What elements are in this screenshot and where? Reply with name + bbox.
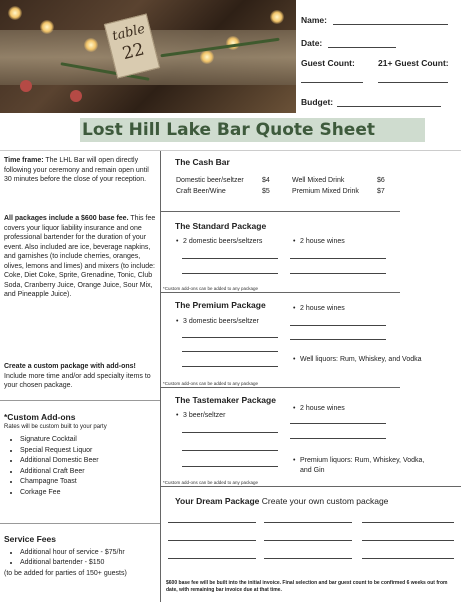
addons-list	[20, 435, 156, 497]
cash-item-label: Premium Mixed Drink	[292, 188, 359, 195]
addon-item: • Special Request Liquor	[20, 446, 156, 456]
cash-item-price: $4	[262, 177, 270, 184]
write-in-line[interactable]	[290, 438, 386, 439]
guest-21-field[interactable]	[378, 58, 449, 68]
premium-note: *Custom add-ons can be added to any package	[163, 381, 259, 386]
section-divider	[160, 292, 400, 293]
write-in-line[interactable]	[182, 466, 278, 467]
header-photo	[0, 0, 296, 113]
custom-block	[4, 362, 156, 391]
addon-item: • Additional Craft Beer	[20, 467, 156, 477]
name-line[interactable]	[333, 24, 448, 25]
column-divider	[160, 150, 161, 602]
write-in-line[interactable]	[168, 522, 256, 523]
base-fee-text: This fee covers your liquor liability insurance and one professional bartender for the duration of your event. Also included are ice, beverage napkins, and garnishes (to include cherries, oranges, olives, lemons and limes) and mixers (to include: Coke, Diet Coke, Sprite, Grenadine, Tonic, Club Soda, Cranberry Juice, Orange Juice, Sour Mix, and Pineapple Juice).	[4, 215, 156, 298]
guest-21-label: 21+ Guest Count:	[378, 58, 449, 68]
standard-note: *Custom add-ons can be added to any package	[163, 286, 259, 291]
service-item: • Additional bartender - $150	[20, 558, 156, 568]
write-in-line[interactable]	[362, 558, 454, 559]
addon-item: • Champagne Toast	[20, 477, 156, 487]
write-in-line[interactable]	[362, 540, 454, 541]
custom-text: Include more time and/or add specialty items to your chosen package.	[4, 372, 151, 389]
write-in-line[interactable]	[264, 558, 352, 559]
write-in-line[interactable]	[290, 258, 386, 259]
service-note: (to be added for parties of 150+ guests)	[4, 569, 127, 577]
guest-count-field[interactable]	[301, 58, 355, 68]
table-card-line1: table	[110, 21, 147, 45]
addons-subtitle: Rates will be custom built to your party	[4, 423, 107, 430]
write-in-line[interactable]	[264, 522, 352, 523]
cash-item-label: Domestic beer/seltzer	[176, 177, 244, 184]
budget-label: Budget:	[301, 97, 334, 107]
premium-item: • 3 domestic beers/seltzer	[183, 318, 259, 325]
cash-item-label: Craft Beer/Wine	[176, 188, 226, 195]
standard-item: • 2 domestic beers/seltzers	[183, 238, 262, 245]
write-in-line[interactable]	[168, 540, 256, 541]
guest-21-line[interactable]	[378, 82, 448, 83]
base-fee-block	[4, 214, 156, 300]
write-in-line[interactable]	[182, 337, 278, 338]
custom-label: Create a custom package with add-ons!	[4, 363, 136, 370]
write-in-line[interactable]	[290, 273, 386, 274]
standard-item: • 2 house wines	[300, 238, 345, 245]
service-title: Service Fees	[4, 534, 56, 544]
write-in-line[interactable]	[290, 339, 386, 340]
guest-count-label: Guest Count:	[301, 58, 355, 68]
tastemaker-item: • 3 beer/seltzer	[183, 412, 225, 419]
section-divider	[160, 387, 400, 388]
cash-bar-title: The Cash Bar	[175, 157, 230, 167]
addons-block	[4, 413, 156, 498]
date-field[interactable]	[301, 38, 322, 48]
tastemaker-item: • Premium liquors: Rum, Whiskey, Vodka, and Gin	[300, 456, 425, 476]
base-fee-label: All packages include a $600 base fee.	[4, 215, 129, 222]
flower	[20, 80, 32, 92]
candle	[270, 10, 284, 24]
addons-title: *Custom Add-ons	[4, 412, 76, 422]
addon-item: • Additional Domestic Beer	[20, 456, 156, 466]
tastemaker-item: • 2 house wines	[300, 405, 345, 412]
write-in-line[interactable]	[182, 351, 278, 352]
title-divider	[0, 150, 461, 151]
write-in-line[interactable]	[264, 540, 352, 541]
candle	[8, 6, 22, 20]
premium-item: • 2 house wines	[300, 305, 345, 312]
write-in-line[interactable]	[182, 273, 278, 274]
write-in-line[interactable]	[168, 558, 256, 559]
timeframe-label: Time frame:	[4, 157, 44, 164]
write-in-line[interactable]	[362, 522, 454, 523]
timeframe-block	[4, 156, 156, 185]
tastemaker-note: *Custom add-ons can be added to any package	[163, 480, 259, 485]
write-in-line[interactable]	[182, 432, 278, 433]
write-in-line[interactable]	[290, 325, 386, 326]
write-in-line[interactable]	[182, 450, 278, 451]
cash-item-price: $6	[377, 177, 385, 184]
dream-subtitle: Create your own custom package	[259, 496, 389, 506]
standard-package-title: The Standard Package	[175, 221, 267, 231]
flower	[70, 90, 82, 102]
premium-package-title: The Premium Package	[175, 300, 266, 310]
name-label: Name:	[301, 15, 327, 25]
table-card-line2: 22	[120, 39, 147, 65]
cash-item-price: $7	[377, 188, 385, 195]
write-in-line[interactable]	[290, 423, 386, 424]
candle	[84, 38, 98, 52]
premium-item: • Well liquors: Rum, Whiskey, and Vodka	[300, 355, 425, 365]
service-block	[4, 535, 156, 578]
write-in-line[interactable]	[182, 366, 278, 367]
candle	[40, 20, 54, 34]
cash-item-label: Well Mixed Drink	[292, 177, 345, 184]
guest-count-line[interactable]	[301, 82, 363, 83]
candle	[200, 50, 214, 64]
write-in-line[interactable]	[182, 258, 278, 259]
left-divider	[0, 523, 160, 524]
date-line[interactable]	[328, 47, 396, 48]
dream-title: Your Dream Package	[175, 496, 260, 506]
dream-package-title	[175, 496, 388, 506]
tastemaker-package-title: The Tastemaker Package	[175, 395, 276, 405]
name-field[interactable]	[301, 15, 327, 25]
addon-item: • Signature Cocktail	[20, 435, 156, 445]
left-divider	[0, 400, 160, 401]
date-label: Date:	[301, 38, 323, 48]
page-title: Lost Hill Lake Bar Quote Sheet	[80, 118, 425, 142]
footer-note: $600 base fee will be built into the initial invoice. Final selection and bar guest count to be confirmed 6 weeks out from date, with remaining bar invoice due at that time.	[166, 580, 448, 593]
budget-line[interactable]	[337, 106, 441, 107]
service-list	[20, 548, 156, 568]
addon-item: • Corkage Fee	[20, 488, 156, 498]
section-divider	[160, 211, 400, 212]
timeframe-text: The LHL Bar will open directly following your ceremony and remain open until 30 minutes before the close of your reception.	[4, 157, 149, 183]
service-item: • Additional hour of service - $75/hr	[20, 548, 156, 558]
section-divider	[160, 486, 461, 487]
budget-field[interactable]	[301, 97, 333, 107]
cash-item-price: $5	[262, 188, 270, 195]
